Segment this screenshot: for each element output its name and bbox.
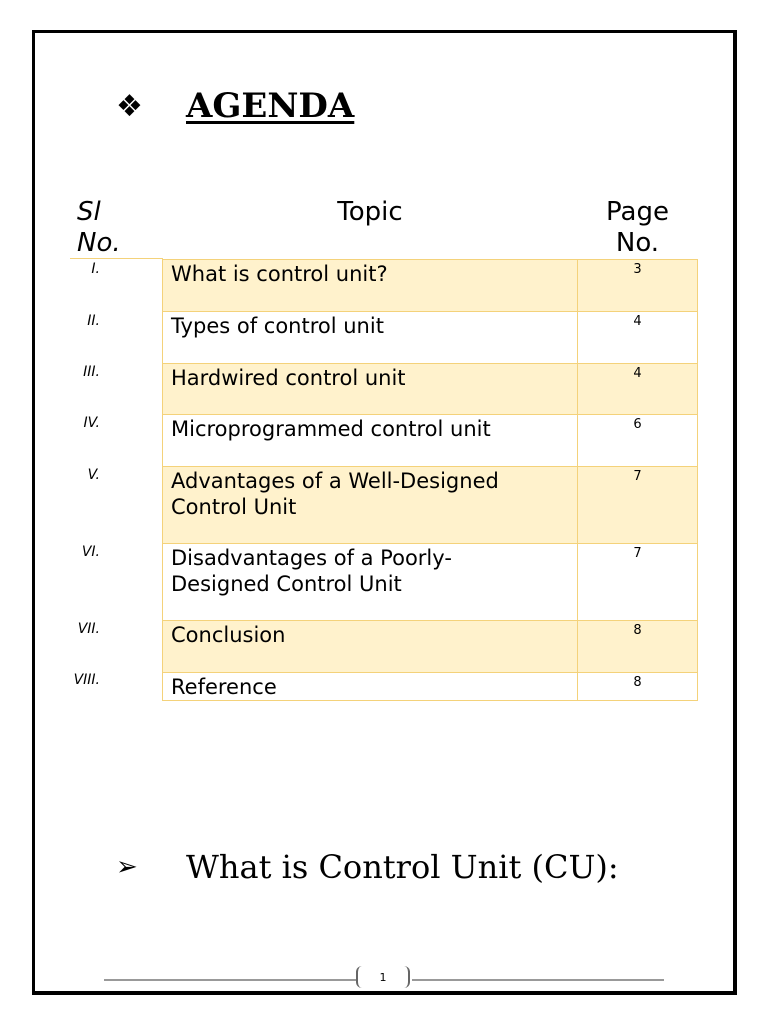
- table-row: [163, 621, 698, 673]
- agenda-table: [162, 259, 698, 701]
- topic-cell: Conclusion: [163, 621, 578, 673]
- arrow-bullet-icon: ➢: [116, 852, 138, 882]
- page-cell: 7: [578, 544, 698, 621]
- table-row: [163, 673, 698, 701]
- topic-cell: Disadvantages of a Poorly-Designed Control Unit: [163, 544, 578, 621]
- diamond-bullet-icon: ❖: [116, 88, 143, 124]
- table-row: [163, 312, 698, 364]
- agenda-title: AGENDA: [186, 86, 355, 126]
- sl-number: V.: [87, 467, 100, 483]
- table-row: [163, 544, 698, 621]
- sl-number: I.: [91, 261, 100, 277]
- table-row: [163, 260, 698, 312]
- page-cell: 4: [578, 312, 698, 364]
- page-cell: 3: [578, 260, 698, 312]
- page-cell: 8: [578, 621, 698, 673]
- sl-number: VII.: [77, 621, 100, 637]
- header-sl-no: Sl No.: [77, 197, 121, 258]
- page-cell: 8: [578, 673, 698, 701]
- topic-cell: What is control unit?: [163, 260, 578, 312]
- topic-cell: Types of control unit: [163, 312, 578, 364]
- footer-divider-left: [104, 979, 356, 981]
- footer-divider-right: [412, 979, 664, 981]
- sl-number: II.: [87, 313, 100, 329]
- page-cell: 6: [578, 415, 698, 467]
- header-page-no: Page No.: [606, 197, 669, 258]
- table-row: [163, 364, 698, 415]
- page-cell: 4: [578, 364, 698, 415]
- sl-number: VIII.: [73, 672, 100, 688]
- header-topic: Topic: [337, 197, 403, 227]
- page-number: 1: [356, 966, 410, 988]
- header-divider: [70, 258, 163, 259]
- section-heading: [116, 848, 619, 886]
- sl-number: VI.: [81, 544, 100, 560]
- topic-cell: Advantages of a Well-Designed Control Unit: [163, 467, 578, 544]
- page-cell: 7: [578, 467, 698, 544]
- topic-cell: Microprogrammed control unit: [163, 415, 578, 467]
- table-row: [163, 467, 698, 544]
- sl-number: IV.: [83, 415, 100, 431]
- table-row: [163, 415, 698, 467]
- agenda-heading: [116, 86, 354, 126]
- topic-cell: Reference: [163, 673, 578, 701]
- topic-cell: Hardwired control unit: [163, 364, 578, 415]
- sl-number: III.: [83, 364, 100, 380]
- section-title: What is Control Unit (CU):: [186, 848, 619, 886]
